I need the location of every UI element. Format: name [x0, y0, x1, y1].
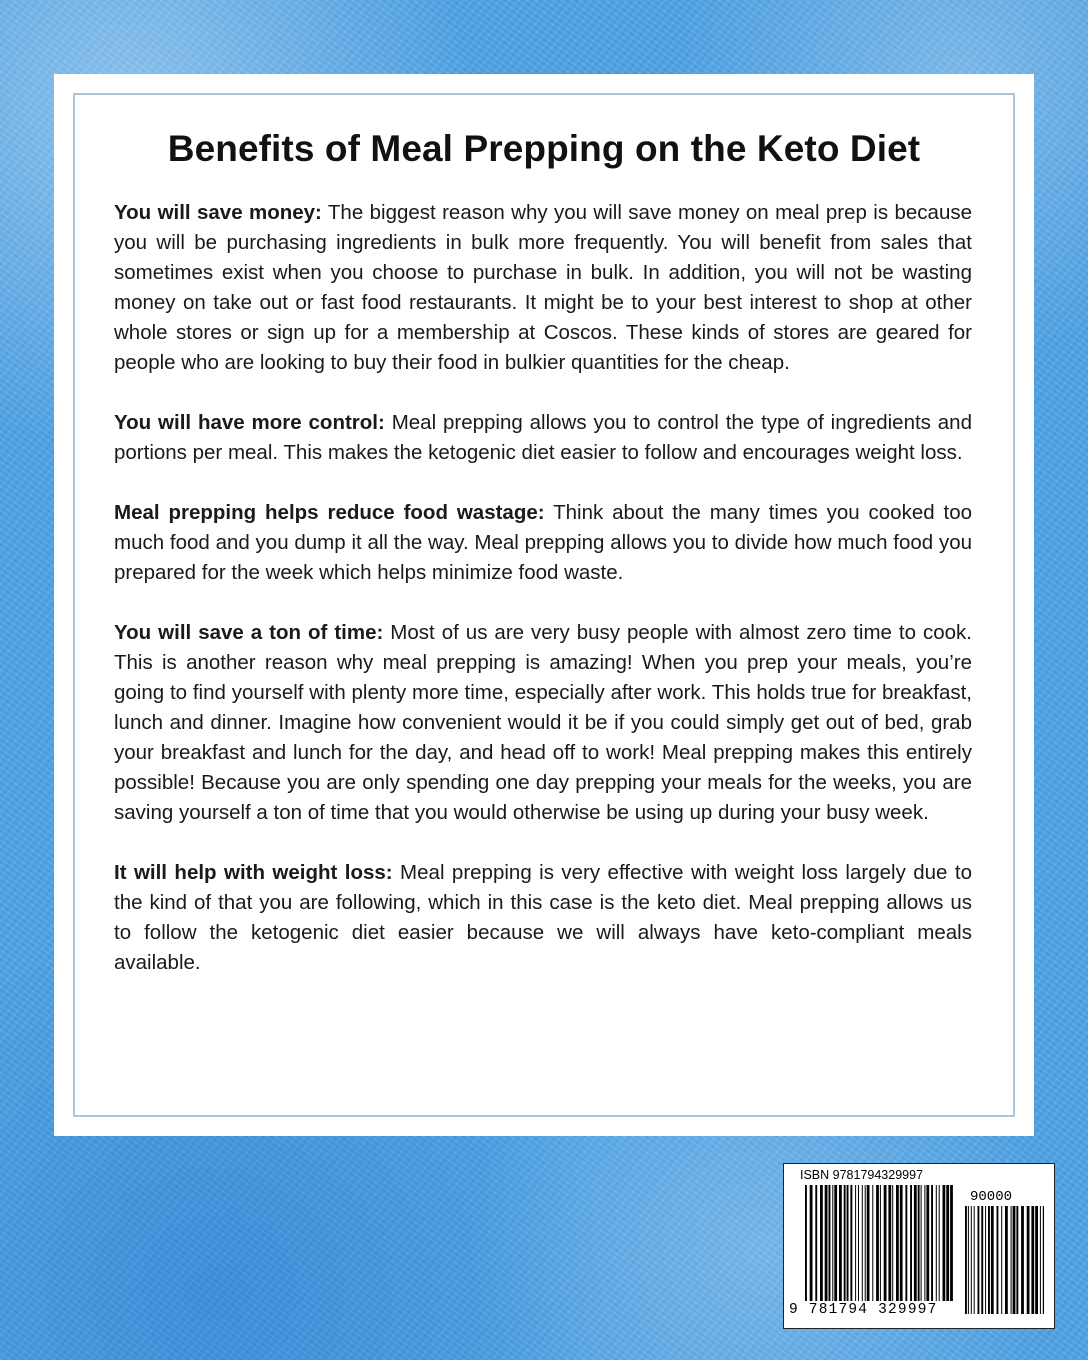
- paragraph-text: The biggest reason why you will save money on meal prep is because you will be purchasing ingredients in bulk more frequently. You will benefit from sales that sometimes exist when you choose to purchase in bulk. In addition, you will not be wasting money on take out or fast food restaurants. It might be to your best interest to shop at other whole stores or sign up for a membership at Coscos. These kinds of stores are geared for people who are looking to buy their food in bulkier quantities for the cheap.: [114, 201, 972, 374]
- barcode-bar: [991, 1206, 994, 1314]
- barcode-bar: [855, 1185, 856, 1301]
- paragraph-lead: It will help with weight loss:: [114, 861, 393, 884]
- barcode-bar: [974, 1206, 975, 1314]
- paragraph-text: Most of us are very busy people with almost zero time to cook. This is another reason why meal prepping is amazing! When you prep your meals, you’re going to find yourself with plenty more time, especially after work. This holds true for breakfast, lunch and dinner. Imagine how convenient would it be if you could simply get out of bed, grab your breakfast and lunch for the day, and head off to work! Meal prepping makes this entirely possible! Because you are only spending one day prepping your meals for the weeks, you are saving yourself a ton of time that you would otherwise be using up during your busy week.: [114, 621, 973, 824]
- barcode-bar: [985, 1206, 986, 1314]
- barcode-bar: [1035, 1206, 1038, 1314]
- barcode-bar: [832, 1185, 833, 1301]
- barcode-bar: [805, 1185, 807, 1301]
- barcode-bar: [978, 1206, 980, 1314]
- price-code: 90000: [970, 1189, 1013, 1205]
- paragraph-weight-loss: [114, 858, 972, 978]
- barcode-main-bars: [804, 1185, 954, 1301]
- barcode-bar: [939, 1185, 940, 1301]
- paragraph-save-money: [114, 198, 972, 378]
- paragraph-lead: You will save a ton of time:: [114, 621, 384, 644]
- barcode-bar: [892, 1185, 893, 1301]
- barcode-bar: [872, 1185, 873, 1301]
- paragraph-lead: Meal prepping helps reduce food wastage:: [114, 501, 545, 524]
- barcode-bar: [1016, 1206, 1018, 1314]
- barcode-bar: [997, 1206, 999, 1314]
- barcode-bar: [900, 1185, 903, 1301]
- barcode-bar: [943, 1185, 946, 1301]
- paragraph-text: Meal prepping is very effective with weight loss largely due to the kind of that you are following, which in this case is the keto diet. Meal prepping allows us to follow the ketogenic diet easier because we will always have keto-compliant meals available.: [114, 861, 972, 974]
- content-body: [114, 198, 972, 978]
- back-cover-panel: [54, 74, 1034, 1136]
- barcode-bar: [1011, 1206, 1012, 1314]
- barcode-bar: [905, 1185, 907, 1301]
- barcode-bar: [965, 1206, 967, 1314]
- barcode-bar: [1013, 1206, 1016, 1314]
- barcode-bar: [1005, 1206, 1008, 1314]
- barcode-bar: [862, 1185, 863, 1301]
- barcode-bar: [914, 1185, 917, 1301]
- barcode-bar: [880, 1185, 881, 1301]
- barcode-bar: [834, 1185, 837, 1301]
- barcode-bar: [921, 1185, 922, 1301]
- barcode-bar: [876, 1185, 879, 1301]
- paragraph-reduce-wastage: [114, 498, 972, 588]
- barcode-bar: [926, 1185, 929, 1301]
- barcode-bar: [981, 1206, 983, 1314]
- barcode-bar: [829, 1185, 831, 1301]
- barcode-bar: [936, 1185, 937, 1301]
- barcode-bar: [884, 1185, 887, 1301]
- barcode-bar: [1001, 1206, 1002, 1314]
- page-title: Benefits of Meal Prepping on the Keto Diet: [167, 128, 921, 169]
- barcode-bar: [888, 1185, 891, 1301]
- paragraph-lead: You will save money:: [114, 201, 322, 224]
- barcode-bar: [918, 1185, 920, 1301]
- barcode-bar: [810, 1185, 813, 1301]
- barcode-bar: [865, 1185, 866, 1301]
- barcode-bar: [844, 1185, 846, 1301]
- barcode-bar: [847, 1185, 849, 1301]
- barcode-addon-bars: [964, 1206, 1044, 1314]
- paragraph-save-time: [114, 618, 972, 828]
- barcode-bar: [946, 1185, 949, 1301]
- barcode-bar: [815, 1185, 817, 1301]
- barcode-bar: [1027, 1206, 1030, 1314]
- barcode-bar: [1031, 1206, 1034, 1314]
- barcode-bar: [820, 1185, 823, 1301]
- barcode-bar: [988, 1206, 990, 1314]
- barcode-bar: [1043, 1206, 1044, 1314]
- barcode-bar: [931, 1185, 933, 1301]
- paragraph-text: Meal prepping allows you to control the type of ingredients and portions per meal. This makes the ketogenic diet easier to follow and encourages weight loss.: [114, 411, 972, 464]
- barcode-digits: 9 781794 329997: [789, 1302, 938, 1318]
- barcode-bar: [858, 1185, 859, 1301]
- barcode-bar: [867, 1185, 870, 1301]
- barcode-bar: [910, 1185, 912, 1301]
- barcode-bar: [850, 1185, 852, 1301]
- paragraph-text: Think about the many times you cooked too much food and you dump it all the way. Meal prepping allows you to divide how much food you prepared for the week which helps minimize food waste.: [114, 501, 973, 584]
- barcode-bar: [896, 1185, 899, 1301]
- barcode-bar: [1040, 1206, 1041, 1314]
- barcode-bar: [971, 1206, 972, 1314]
- isbn-barcode: [783, 1163, 1055, 1329]
- barcode-bar: [825, 1185, 828, 1301]
- barcode-bar: [924, 1185, 925, 1301]
- barcode-bar: [1021, 1206, 1024, 1314]
- barcode-bar: [968, 1206, 969, 1314]
- barcode-bar: [950, 1185, 953, 1301]
- isbn-label: ISBN 9781794329997: [800, 1168, 924, 1182]
- paragraph-lead: You will have more control:: [114, 411, 385, 434]
- barcode-bar: [839, 1185, 842, 1301]
- paragraph-more-control: [114, 408, 972, 468]
